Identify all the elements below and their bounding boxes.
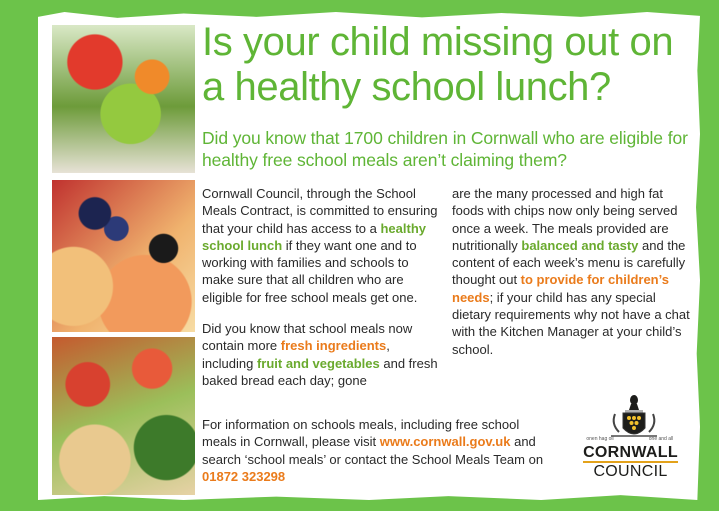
pasta-salad-photo [52,337,195,495]
text: Cornwall Council, through the School Meals Contract, is committed to ensuring that your child has access to a [202,186,438,236]
salad-photo [52,25,195,173]
text: and fresh baked bread each day; gone [202,355,438,388]
binder-hole [16,240,36,255]
text: and the content of each week’s menu is carefully thought out [452,237,686,288]
text: if they want one and to working with families and schools to make sure that all children who are eligible for free school meals get one. [202,237,418,305]
highlight-text: fruit and vegetables [256,355,380,371]
binder-hole [16,90,36,105]
paragraph-commitment [202,185,440,306]
headline: Is your child missing out on a healthy school lunch? [202,20,674,109]
text: ; if your child has any special dietary requirements why not have a chat with the Kitchen Manager at your child’s school. [452,289,690,357]
logo-motto-right: one and all [648,436,674,442]
cornwall-council-logo [583,392,678,492]
logo-wordmark-council: COUNCIL [593,463,668,480]
binder-hole [16,140,36,155]
phone-number[interactable]: 01872 323298 [202,468,286,484]
binder-hole [16,440,36,455]
fruit-photo [52,180,195,332]
paragraph-menu [452,185,692,358]
logo-motto-left: onen hag oll [586,436,614,442]
binder-hole [16,40,36,55]
highlight-text: balanced and tasty [521,237,639,253]
highlight-text: healthy school lunch [202,220,426,253]
body-column-left [202,185,440,403]
text: Did you know that school meals now contain more [202,321,413,354]
subheadline: Did you know that 1700 children in Cornwall who are eligible for healthy free school meals aren’t claiming them? [202,128,688,170]
body-column-right [452,185,692,372]
logo-wordmark-cornwall: CORNWALL [583,444,678,461]
text: are the many processed and high fat foods with chips now only being served once a week. The meals provided are nutritionally [452,186,678,253]
contact-paragraph [202,416,552,485]
text: , including [202,338,390,371]
highlight-text: to provide for children’s needs [452,272,669,305]
paragraph-ingredients [202,320,440,389]
binder-hole [16,390,36,405]
website-link[interactable]: www.cornwall.gov.uk [379,434,511,450]
text: For information on schools meals, including free school meals in Cornwall, please visit [202,417,520,450]
highlight-text: fresh ingredients [280,338,387,354]
text: and search ‘school meals’ or contact the School Meals Team on [202,434,544,467]
binder-hole [16,290,36,305]
binder-hole [16,190,36,205]
binder-hole [16,340,36,355]
